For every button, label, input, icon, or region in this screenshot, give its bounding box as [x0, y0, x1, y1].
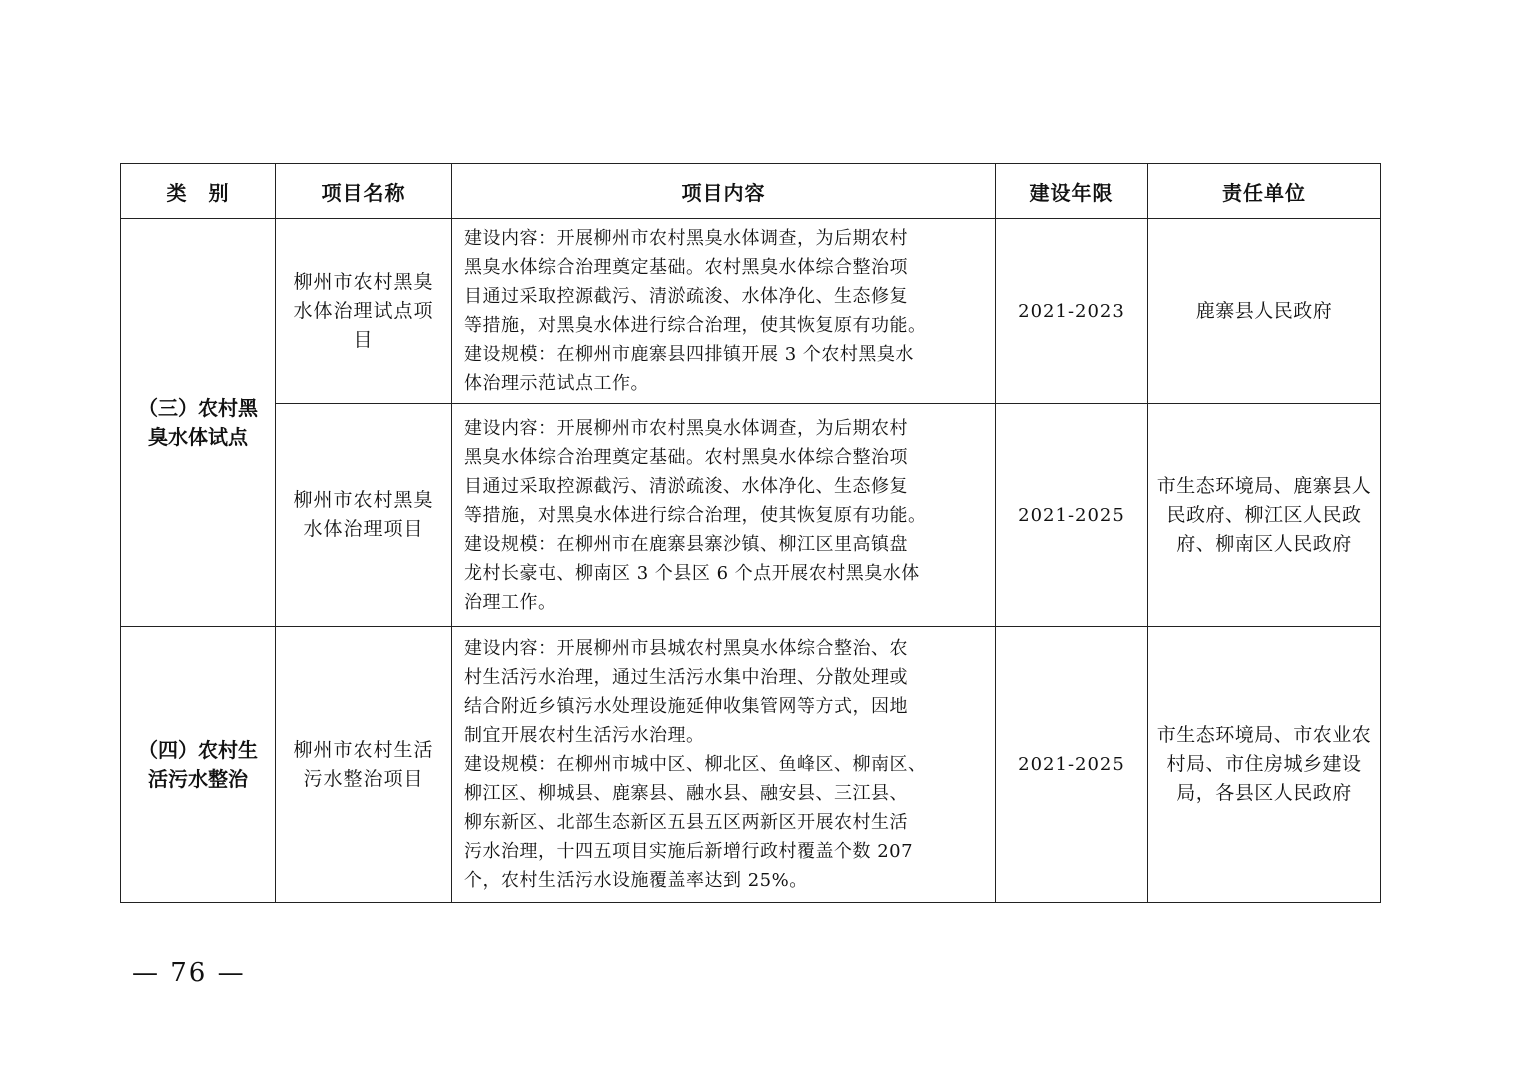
content-line: 龙村长豪屯、柳南区 3 个县区 6 个点开展农村黑臭水体: [464, 562, 920, 584]
period-cell: 2021-2025: [996, 404, 1148, 627]
content-line: 建设内容：开展柳州市农村黑臭水体调查，为后期农村: [464, 228, 908, 249]
project-name-cell: 柳州市农村黑臭水体治理试点项目: [276, 219, 452, 404]
responsible-unit-cell: 鹿寨县人民政府: [1148, 219, 1381, 404]
content-line: 柳江区、柳城县、鹿寨县、融水县、融安县、三江县、: [464, 783, 908, 804]
project-content-cell: [452, 627, 996, 903]
content-line: 个，农村生活污水设施覆盖率达到 25%。: [464, 870, 808, 891]
content-line: 黑臭水体综合治理奠定基础。农村黑臭水体综合整治项: [464, 446, 908, 468]
content-line: 等措施，对黑臭水体进行综合治理，使其恢复原有功能。: [464, 504, 927, 526]
table-row: [121, 219, 1381, 404]
content-line: 柳东新区、北部生态新区五县五区两新区开展农村生活: [464, 812, 908, 833]
content-line: 体治理示范试点工作。: [464, 373, 649, 394]
content-line: 结合附近乡镇污水处理设施延伸收集管网等方式，因地: [464, 696, 908, 717]
category-cell: （三）农村黑臭水体试点: [121, 219, 276, 627]
content-line: 目通过采取控源截污、清淤疏浚、水体净化、生态修复: [464, 286, 908, 307]
header-project-content: 项目内容: [452, 164, 996, 219]
project-content-cell: [452, 219, 996, 404]
content-line: 制宜开展农村生活污水治理。: [464, 725, 705, 746]
project-name-cell: 柳州市农村黑臭水体治理项目: [276, 404, 452, 627]
content-line: 建设规模：在柳州市在鹿寨县寨沙镇、柳江区里高镇盘: [464, 533, 908, 555]
project-name-cell: 柳州市农村生活污水整治项目: [276, 627, 452, 903]
category-cell: （四）农村生活污水整治: [121, 627, 276, 903]
header-construction-period: 建设年限: [996, 164, 1148, 219]
content-line: 污水治理，十四五项目实施后新增行政村覆盖个数 207: [464, 841, 914, 862]
content-line: 建设规模：在柳州市鹿寨县四排镇开展 3 个农村黑臭水: [464, 344, 914, 365]
period-cell: 2021-2023: [996, 219, 1148, 404]
header-category: 类 别: [121, 164, 276, 219]
content-line: 建设内容：开展柳州市农村黑臭水体调查，为后期农村: [464, 417, 908, 439]
responsible-unit-cell: 市生态环境局、市农业农村局、市住房城乡建设局，各县区人民政府: [1148, 627, 1381, 903]
table-row: [121, 404, 1381, 627]
project-content-cell: [452, 404, 996, 627]
header-project-name: 项目名称: [276, 164, 452, 219]
content-line: 治理工作。: [464, 591, 557, 613]
content-line: 建设规模：在柳州市城中区、柳北区、鱼峰区、柳南区、: [464, 754, 927, 775]
content-line: 建设内容：开展柳州市县城农村黑臭水体综合整治、农: [464, 638, 908, 659]
content-line: 目通过采取控源截污、清淤疏浚、水体净化、生态修复: [464, 475, 908, 497]
header-responsible-unit: 责任单位: [1148, 164, 1381, 219]
content-line: 黑臭水体综合治理奠定基础。农村黑臭水体综合整治项: [464, 257, 908, 278]
content-line: 村生活污水治理，通过生活污水集中治理、分散处理或: [464, 667, 908, 688]
content-line: 等措施，对黑臭水体进行综合治理，使其恢复原有功能。: [464, 315, 927, 336]
responsible-unit-cell: 市生态环境局、鹿寨县人民政府、柳江区人民政府、柳南区人民政府: [1148, 404, 1381, 627]
table-header-row: [121, 164, 1381, 219]
period-cell: 2021-2025: [996, 627, 1148, 903]
project-table: [120, 163, 1381, 903]
page-number: — 76 —: [132, 958, 246, 988]
table-row: [121, 627, 1381, 903]
